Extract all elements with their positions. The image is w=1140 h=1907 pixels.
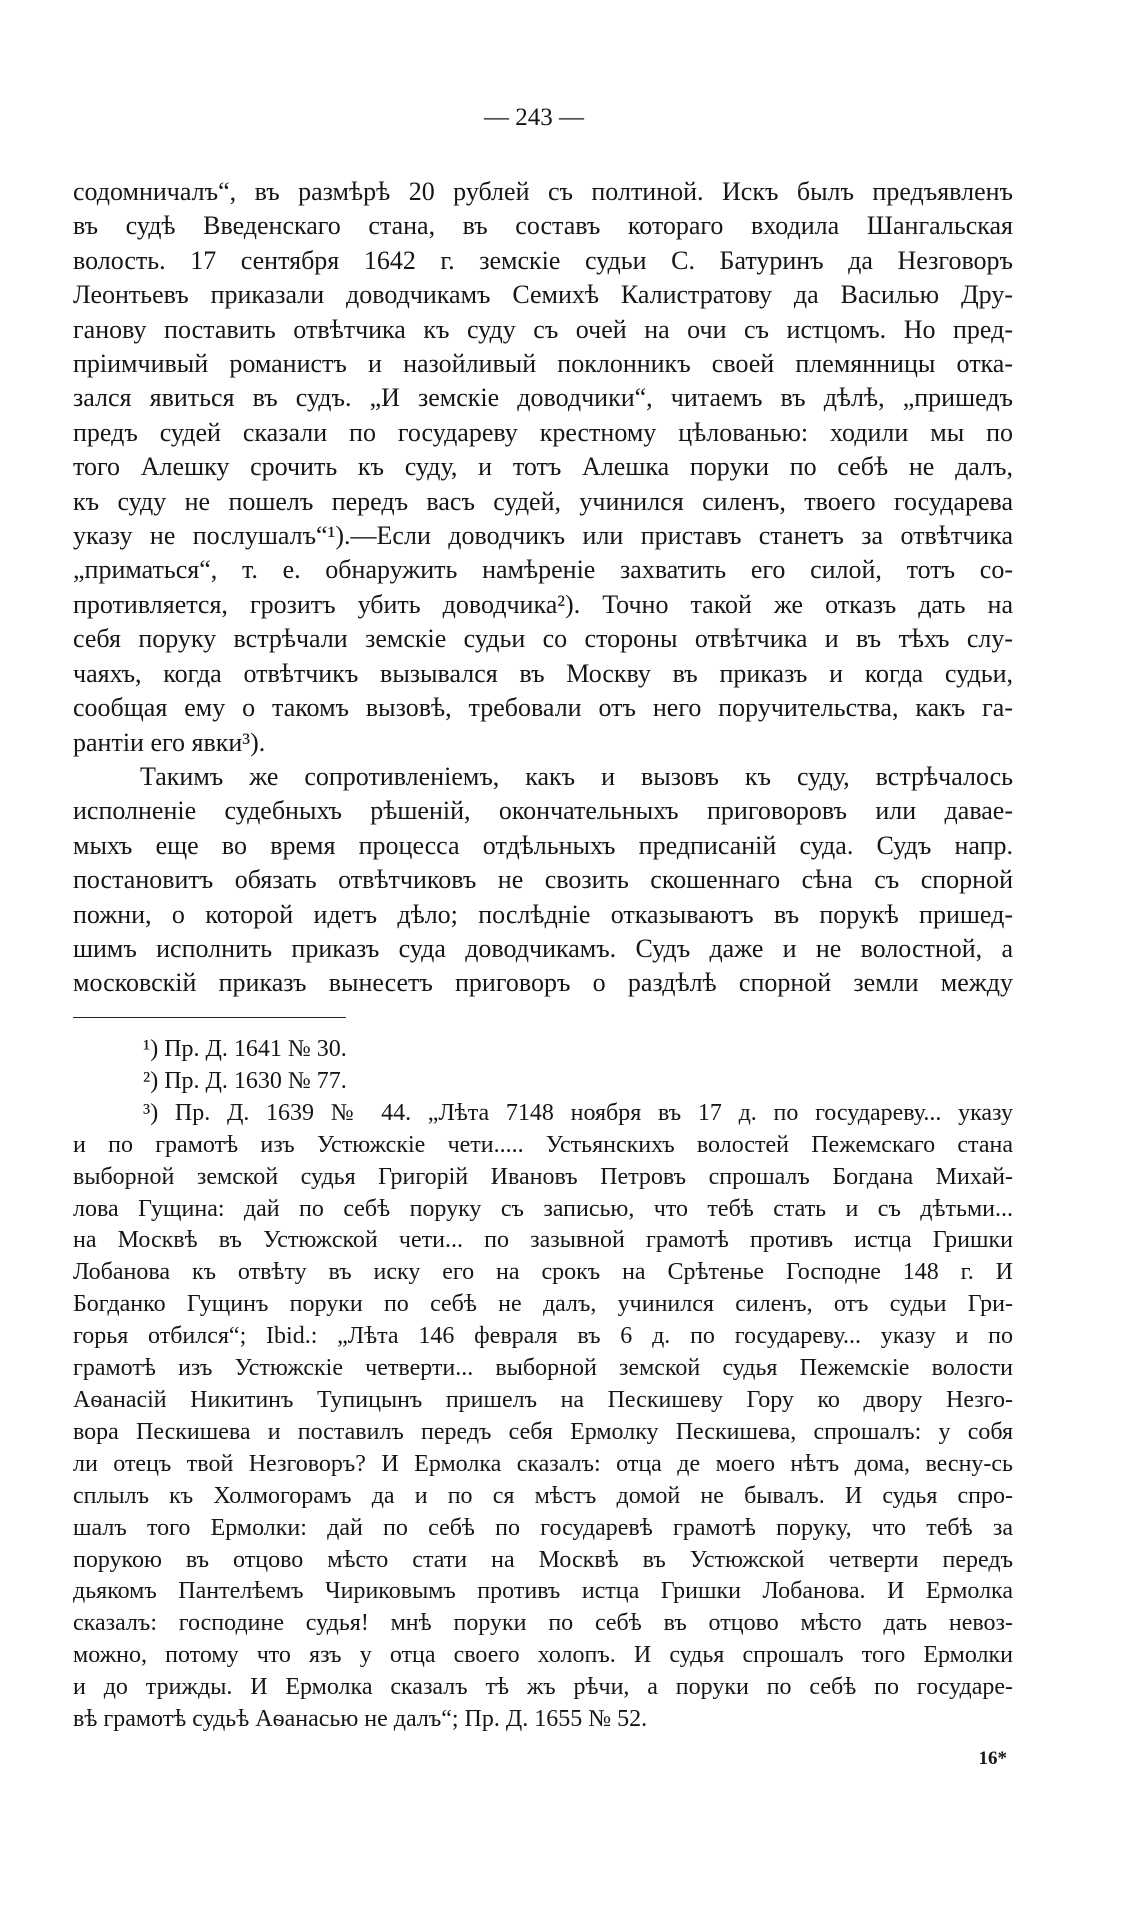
page-number: — 243 — bbox=[484, 104, 584, 131]
body-line: того Алешку срочить къ суду, и тотъ Алешка поруки по себѣ не далъ, bbox=[73, 452, 1013, 482]
body-line: себя поруку встрѣчали земскіе судьи со стороны отвѣтчика и въ тѣхъ слу- bbox=[73, 624, 1013, 654]
footnote bbox=[73, 1066, 1013, 1098]
body-line: волость. 17 сентября 1642 г. земскіе судьи С. Батуринъ да Незговоръ bbox=[73, 245, 1013, 275]
footnote-line: грамотѣ изъ Устюжскіе четверти... выборной земской судья Пежемскіе волости bbox=[73, 1355, 1013, 1382]
footnote-line: ¹) Пр. Д. 1641 № 30. bbox=[143, 1036, 347, 1062]
footnote-rule bbox=[73, 1017, 346, 1018]
body-line: Леонтьевъ приказали доводчикамъ Семихѣ Калистратову да Василью Дру- bbox=[73, 280, 1013, 310]
footnote-line: лова Гущина: дай по себѣ поруку съ записью, что тебѣ стать и съ дѣтьми... bbox=[73, 1195, 1013, 1222]
body-line: зался явиться въ судъ. „И земскіе доводчики“, читаемъ въ дѣлѣ, „пришедъ bbox=[73, 383, 1013, 413]
footnote-line: ³) Пр. Д. 1639 № 44. „Лѣта 7148 ноября въ 17 д. по государеву... указу bbox=[143, 1099, 1013, 1126]
body-line: постановитъ обязать отвѣтчиковъ не свозить скошеннаго сѣна съ спорной bbox=[73, 865, 1013, 895]
body-line: пожни, о которой идетъ дѣло; послѣдніе отказываютъ въ порукѣ пришед- bbox=[73, 899, 1013, 929]
footnote-line: вора Пескишева и поставилъ передъ себя Ермолку Пескишева, спрошалъ: у собя bbox=[73, 1418, 1013, 1445]
footnote bbox=[73, 1098, 1013, 1736]
body-line: рантіи его явки³). bbox=[73, 727, 266, 757]
paragraph bbox=[73, 760, 1013, 1001]
body-line: ганову поставить отвѣтчика къ суду съ очей на очи съ истцомъ. Но пред- bbox=[73, 314, 1013, 344]
body-line: пріимчивый романистъ и назойливый поклонникъ своей племянницы отка- bbox=[73, 349, 1013, 379]
body-line: указу не послушалъ“¹).—Если доводчикъ или приставъ станетъ за отвѣтчика bbox=[73, 521, 1013, 551]
body-line: мыхъ еще во время процесса отдѣльныхъ предписаній суда. Судъ напр. bbox=[73, 830, 1013, 860]
body-line: „приматься“, т. е. обнаружить намѣреніе захватить его силой, тотъ со- bbox=[73, 555, 1013, 585]
footnote-line: выборной земской судья Григорій Ивановъ Петровъ спрошалъ Богдана Михай- bbox=[73, 1163, 1013, 1190]
footnote-line: Лобанова къ отвѣту въ иску его на срокъ на Срѣтенье Господне 148 г. И bbox=[73, 1259, 1013, 1286]
body-line: предъ судей сказали по государеву крестному цѣлованью: ходили мы по bbox=[73, 417, 1013, 447]
footnote-line: и до трижды. И Ермолка сказалъ тѣ жъ рѣчи, а поруки по себѣ по государе- bbox=[73, 1674, 1013, 1701]
footnote-line: сказалъ: господине судья! мнѣ поруки по себѣ въ отцово мѣсто дать невоз- bbox=[73, 1610, 1013, 1637]
footnote-line: сплылъ къ Холмогорамъ да и по ся мѣстъ домой не бывалъ. И судья спро- bbox=[73, 1482, 1013, 1509]
footnote-line: Богданко Гущинъ поруки по себѣ не далъ, учинился силенъ, отъ судьи Гри- bbox=[73, 1291, 1013, 1318]
body-line: шимъ исполнить приказъ суда доводчикамъ. Судъ даже и не волостной, а bbox=[73, 933, 1013, 963]
footnote-line: порукою въ отцово мѣсто стати на Москвѣ въ Устюжской четверти передъ bbox=[73, 1546, 1013, 1573]
footnote-line: на Москвѣ въ Устюжской чети... по зазывной грамотѣ противъ истца Гришки bbox=[73, 1227, 1013, 1254]
body-line: чаяхъ, когда отвѣтчикъ вызывался въ Москву въ приказъ и когда судьи, bbox=[73, 658, 1013, 688]
footnote-line: ли отецъ твой Незговоръ? И Ермолка сказалъ: отца де моего нѣтъ дома, весну-сь bbox=[73, 1450, 1013, 1477]
footnote-line: можно, потому что язъ у отца своего холопъ. И судья спрошалъ того Ермолки bbox=[73, 1642, 1013, 1669]
footnote-line: дьякомъ Пантелѣемъ Чириковымъ противъ истца Гришки Лобанова. И Ермолка bbox=[73, 1578, 1013, 1605]
footnote-line: вѣ грамотѣ судьѣ Аѳанасью не далъ“; Пр. Д. 1655 № 52. bbox=[73, 1706, 648, 1733]
signature-mark: 16* bbox=[978, 1748, 1007, 1769]
body-line: сообщая ему о такомъ вызовѣ, требовали отъ него поручительства, какъ га- bbox=[73, 693, 1013, 723]
footnotes bbox=[73, 1034, 1013, 1736]
footnote-line: и по грамотѣ изъ Устюжскіе чети..... Устьянскихъ волостей Пежемскаго стана bbox=[73, 1131, 1013, 1158]
main-text bbox=[73, 175, 1013, 1001]
body-line: исполненіе судебныхъ рѣшеній, окончательныхъ приговоровъ или давае- bbox=[73, 796, 1013, 826]
body-line: Такимъ же сопротивленіемъ, какъ и вызовъ къ суду, встрѣчалось bbox=[140, 761, 1013, 791]
body-line: въ судѣ Введенскаго стана, въ составъ котораго входила Шангальская bbox=[73, 211, 1013, 241]
footnote-line: шалъ того Ермолки: дай по себѣ по государевѣ грамотѣ поруку, что тебѣ за bbox=[73, 1514, 1013, 1541]
body-line: московскій приказъ вынесетъ приговоръ о раздѣлѣ спорной земли между bbox=[73, 968, 1013, 998]
body-line: содомничалъ“, въ размѣрѣ 20 рублей съ полтиной. Искъ былъ предъявленъ bbox=[73, 177, 1013, 206]
footnote bbox=[73, 1034, 1013, 1066]
footnote-line: ²) Пр. Д. 1630 № 77. bbox=[143, 1067, 347, 1094]
body-line: противляется, грозитъ убить доводчика²). Точно такой же отказъ дать на bbox=[73, 589, 1013, 619]
body-line: къ суду не пошелъ передъ васъ судей, учинился силенъ, твоего государева bbox=[73, 486, 1013, 516]
footnote-line: горья отбился“; Ibid.: „Лѣта 146 февраля въ 6 д. по государеву... указу и по bbox=[73, 1323, 1013, 1350]
footnote-line: Аѳанасій Никитинъ Тупицынъ пришелъ на Пескишеву Гору ко двору Незго- bbox=[73, 1386, 1013, 1413]
paragraph bbox=[73, 175, 1013, 760]
